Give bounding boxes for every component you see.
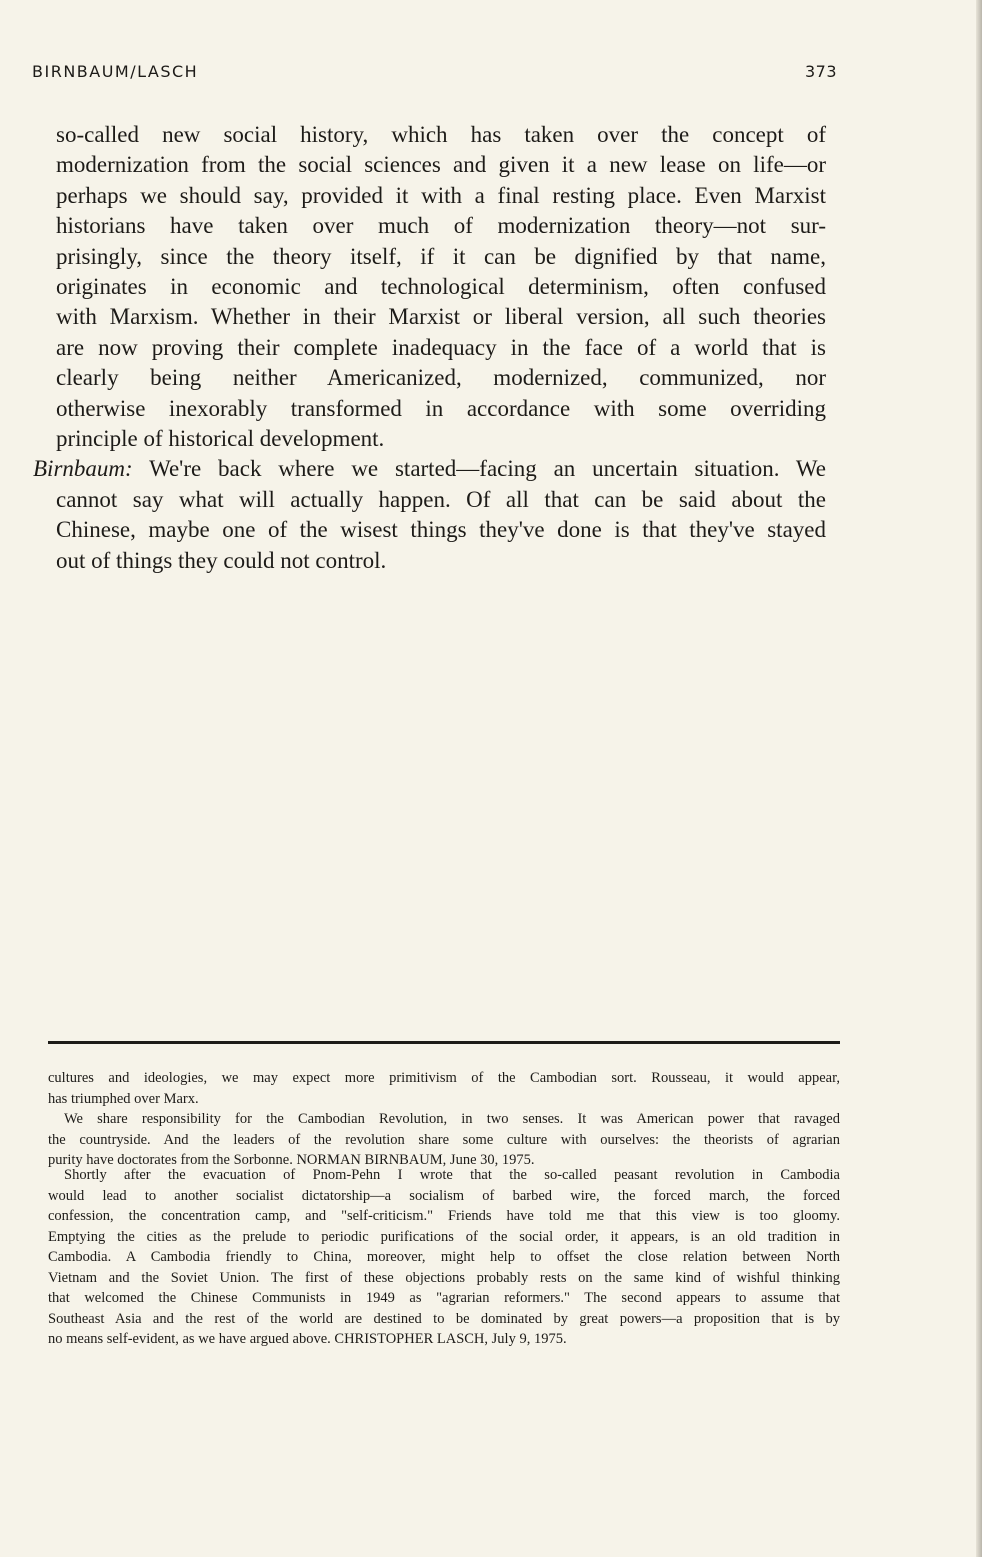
text-line: are now proving their complete inadequacy in the face of a world that is: [56, 334, 826, 360]
footnote-line: purity have doctorates from the Sorbonne. NORMAN BIRNBAUM, June 30, 1975.: [48, 1152, 535, 1168]
footnote-line: Cambodia. A Cambodia friendly to China, moreover, might help to offset the close relation between North: [48, 1249, 840, 1265]
text-line: Chinese, maybe one of the wisest things they've done is that they've stayed: [56, 517, 826, 543]
text-line: originates in economic and technological determinism, often confused: [56, 274, 826, 299]
speaker-line: [33, 454, 826, 484]
running-title: BIRNBAUM/LASCH: [32, 62, 199, 81]
footnote-line: confession, the concentration camp, and "self-criticism." Friends have told me that this view is too gloomy.: [48, 1208, 840, 1224]
text-line: clearly being neither Americanized, modernized, communized, nor: [56, 365, 826, 391]
footnote-line: has triumphed over Marx.: [48, 1090, 199, 1107]
footnote-line: Vietnam and the Soviet Union. The first of these objections probably rests on the same kind of wishful thinking: [48, 1269, 840, 1286]
text-line: prisingly, since the theory itself, if it can be dignified by that name,: [56, 243, 826, 269]
text-line: modernization from the social sciences and given it a new lease on life—or: [56, 152, 826, 178]
footnote-line: would lead to another socialist dictatorship—a socialism of barbed wire, the forced march, the forced: [48, 1187, 840, 1204]
footnote-line: no means self-evident, as we have argued above. CHRISTOPHER LASCH, July 9, 1975.: [48, 1331, 567, 1347]
footnote-line: Emptying the cities as the prelude to periodic purifications of the social order, it appears, is an old tradition in: [48, 1228, 840, 1245]
footnote-rule: [48, 1041, 840, 1044]
text-line: historians have taken over much of modernization theory—not sur-: [56, 213, 826, 239]
text-line: cannot say what will actually happen. Of all that can be said about the: [56, 486, 826, 512]
footnote-line: Southeast Asia and the rest of the world are destined to be dominated by great powers—a proposition that is by: [48, 1310, 840, 1327]
speaker-name: Birnbaum:: [33, 456, 133, 482]
page-edge: [976, 0, 982, 1557]
text-line: with Marxism. Whether in their Marxist or liberal version, all such theories: [56, 304, 826, 330]
footnote-line: Shortly after the evacuation of Pnom-Pehn I wrote that the so-called peasant revolution in Cambodia: [64, 1167, 840, 1183]
page-number: 373: [805, 62, 838, 81]
speaker-text: We're back where we started—facing an uncertain situation. We: [149, 456, 827, 482]
footnote-line: cultures and ideologies, we may expect more primitivism of the Cambodian sort. Rousseau, it would appear,: [48, 1070, 840, 1086]
text-line: out of things they could not control.: [56, 547, 387, 573]
footnote-line: that welcomed the Chinese Communists in 1949 as "agrarian reformers." The second appears to assume that: [48, 1290, 840, 1306]
footnote-line: We share responsibility for the Cambodian Revolution, in two senses. It was American power that ravaged: [64, 1111, 840, 1127]
text-line: principle of historical development.: [56, 426, 385, 451]
footnote-line: the countryside. And the leaders of the revolution share some culture with ourselves: the theorists of agrarian: [48, 1131, 840, 1148]
text-line: so-called new social history, which has taken over the concept of: [56, 122, 826, 147]
text-line: perhaps we should say, provided it with a final resting place. Even Marxist: [56, 182, 826, 208]
text-line: otherwise inexorably transformed in accordance with some overriding: [56, 395, 826, 421]
